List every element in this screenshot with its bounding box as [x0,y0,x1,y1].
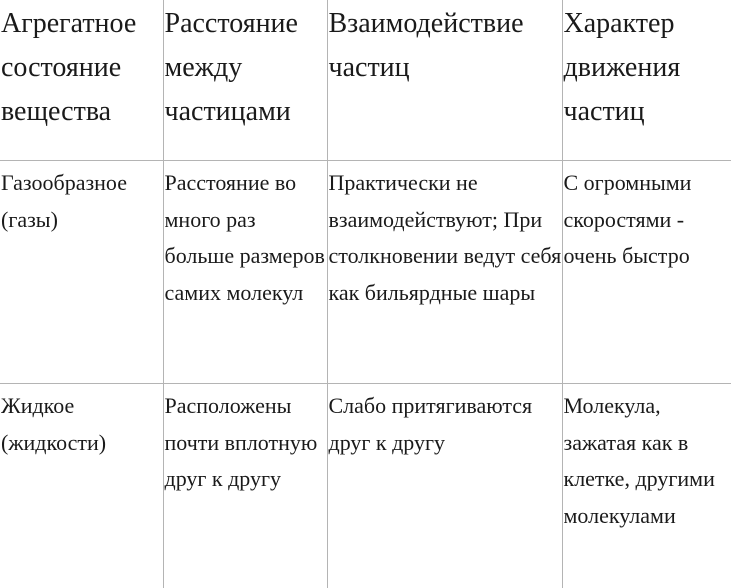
cell-gas-interaction: Практически не взаимодействуют; При столкновении ведут себя как бильярдные шары [327,161,562,384]
cell-liquid-motion: Молекула, зажатая как в клетке, другими молекулами [562,384,731,588]
header-distance-between-particles: Расстояние между частицами [163,0,327,161]
table-header-row [0,0,731,161]
header-state-of-matter: Агрегатное состояние вещества [0,0,163,161]
table-row [0,161,731,384]
table-row [0,384,731,588]
cell-liquid-distance: Расположены почти вплотную друг к другу [163,384,327,588]
cell-gas-motion: С огромными скоростями - очень быстро [562,161,731,384]
header-particle-motion: Характер движения частиц [562,0,731,161]
cell-liquid-state: Жидкое (жидкости) [0,384,163,588]
cell-liquid-interaction: Слабо притягиваются друг к другу [327,384,562,588]
cell-gas-distance: Расстояние во много раз больше размеров самих молекул [163,161,327,384]
header-particle-interaction: Взаимодействие частиц [327,0,562,161]
cell-gas-state: Газообразное (газы) [0,161,163,384]
